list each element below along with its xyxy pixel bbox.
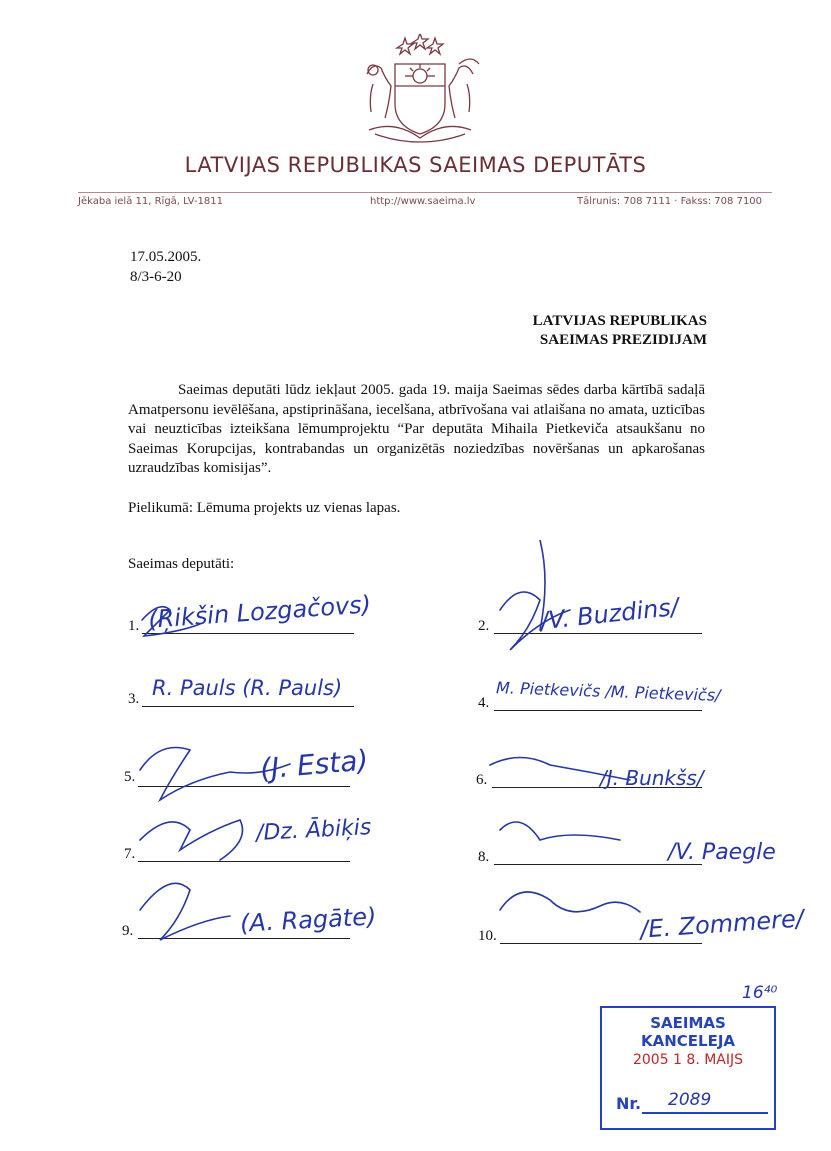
- handwritten-signature: /J. Bunkšs/: [600, 766, 704, 790]
- handwritten-signature: /V. Buzdins/: [538, 592, 681, 636]
- handwritten-signature: /E. Zommere/: [639, 904, 805, 944]
- stamp-number-value: 2089: [668, 1090, 712, 1110]
- handwritten-signature: (Ŗikšin Lozgačovs): [147, 590, 372, 634]
- stamp-date: 2005 1 8. MAIJS: [632, 1052, 744, 1068]
- signature-number: 8.: [478, 849, 490, 865]
- signature-number: 1.: [128, 618, 140, 634]
- document-date: 17.05.2005.: [130, 249, 202, 265]
- contact-phones: Tālrunis: 708 7111 · Fakss: 708 7100: [577, 196, 763, 207]
- contact-website: http://www.saeima.lv: [370, 196, 476, 207]
- handwritten-signature: (J. Esta): [258, 743, 370, 786]
- signature-number: 7.: [124, 846, 136, 862]
- received-time-note: 16⁴⁰: [742, 983, 778, 1003]
- body-paragraph: Saeimas deputāti lūdz iekļaut 2005. gada 19. maija Saeimas sēdes darba kārtībā sadaļā Amatpersonu ievēlēšana, apstiprināšana, iecelšana, atbrīvošana vai atlaišana no amata, uzticības vai neuzticības izteikšana lēmumprojektu “Par deputāta Mihaila Pietkeviča atsaukšanu no Saeimas Korupcijas, kontrabandas un organizētās noziedzības novēršanas un apkarošanas uzraudzības komisijas”.: [128, 382, 705, 476]
- handwritten-signature: (A. Ragāte): [239, 902, 377, 938]
- signature-number: 5.: [124, 769, 136, 785]
- addressee-line-2: SAEIMAS PREZIDIJAM: [539, 332, 707, 348]
- signature-number: 2.: [478, 618, 490, 634]
- stamp-number-line: [642, 1112, 768, 1114]
- signature-number: 3.: [128, 691, 140, 707]
- header-divider: [78, 192, 772, 193]
- handwritten-signature: R. Pauls (R. Pauls): [152, 676, 343, 700]
- signers-label: Saeimas deputāti:: [128, 556, 235, 572]
- signature-number: 9.: [122, 923, 134, 939]
- attachment-note: Pielikumā: Lēmuma projekts uz vienas lapas.: [128, 500, 401, 516]
- stamp-number-label: Nr.: [616, 1094, 642, 1113]
- contact-address: Jēkaba ielā 11, Rīgā, LV-1811: [78, 196, 223, 207]
- handwritten-signature: M. Pietkevičs /M. Pietkevičs/: [495, 678, 721, 705]
- handwritten-signature: /Dz. Ābiķis: [255, 814, 372, 847]
- handwritten-signature: /V. Paegle: [668, 840, 776, 865]
- stamp-title: SAEIMAS KANCELEJA: [640, 1014, 736, 1050]
- organization-title: LATVIJAS REPUBLIKAS SAEIMAS DEPUTĀTS: [184, 153, 647, 177]
- signature-number: 10.: [478, 928, 497, 944]
- registration-stamp: [600, 1006, 776, 1130]
- signature-number: 4.: [478, 695, 490, 711]
- document-reference: 8/3-6-20: [130, 269, 182, 285]
- signature-number: 6.: [476, 772, 488, 788]
- signature-scribbles: [120, 540, 820, 960]
- addressee-line-1: LATVIJAS REPUBLIKAS: [532, 313, 707, 329]
- coat-of-arms-emblem: [355, 34, 485, 146]
